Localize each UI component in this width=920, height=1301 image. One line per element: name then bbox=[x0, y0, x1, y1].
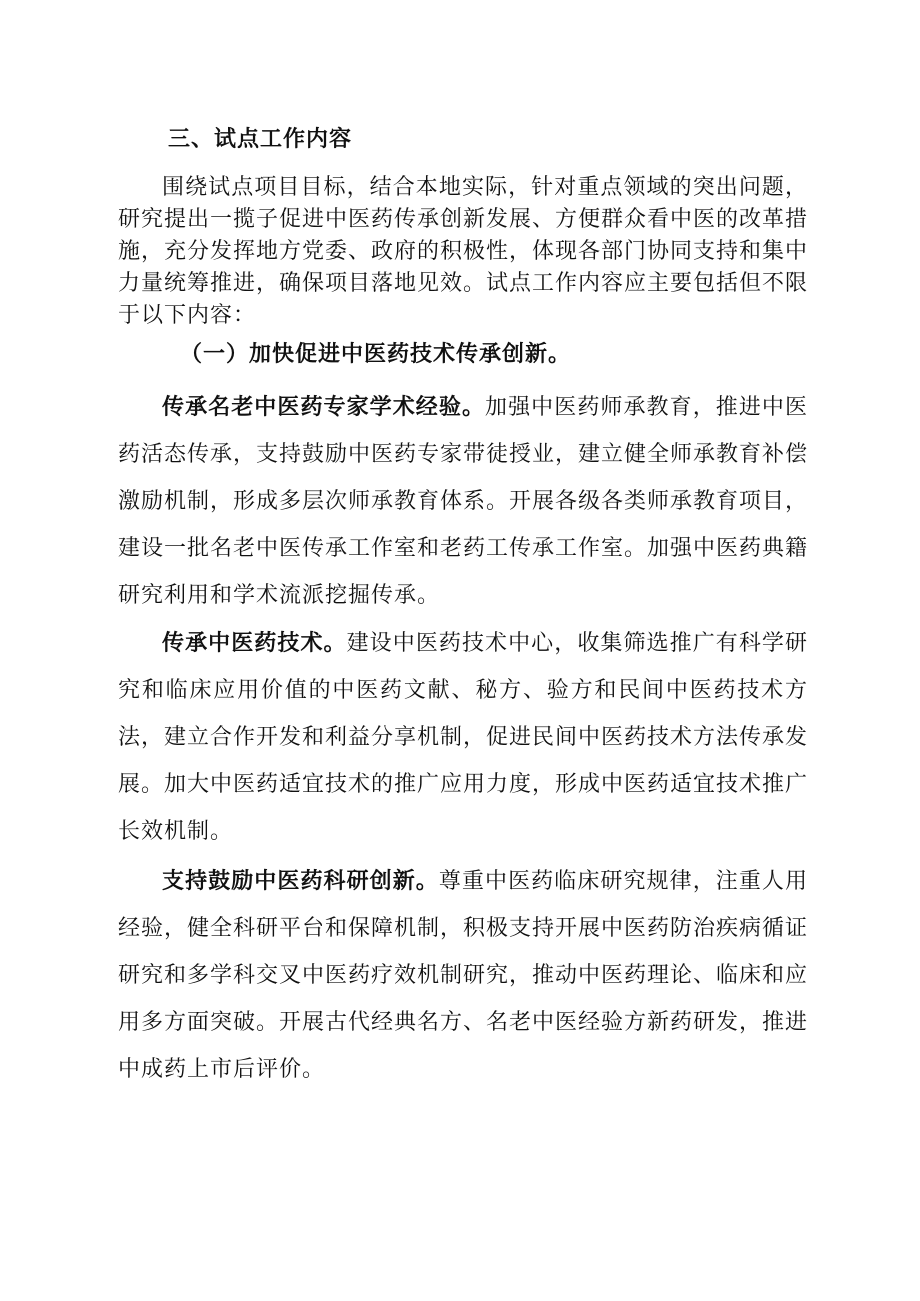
paragraph-body: 建设中医药技术中心，收集筛选推广有科学研究和临床应用价值的中医药文献、秘方、验方和民间中医药技术方法，建立合作开发和利益分享机制，促进民间中医药技术方法传承发展。加大中医药适宜技术的推广应用力度，形成中医药适宜技术推广长效机制。 bbox=[118, 631, 809, 844]
section-heading: 三、试点工作内容 bbox=[168, 126, 353, 152]
paragraph-lead: 支持鼓励中医药科研创新。 bbox=[162, 868, 439, 894]
paragraph-inherit-expert-experience bbox=[118, 384, 808, 619]
paragraph-body: 尊重中医药临床研究规律，注重人用经验，健全科研平台和保障机制，积极支持开展中医药防治疾病循证研究和多学科交叉中医药疗效机制研究，推动中医药理论、临床和应用多方面突破。开展古代经典名方、名老中医经验方新药研发，推进中成药上市后评价。 bbox=[118, 869, 809, 1082]
paragraph-inherit-tcm-technology bbox=[118, 620, 808, 855]
paragraph-lead: 传承中医药技术。 bbox=[162, 630, 347, 656]
sub-heading: （一）加快促进中医药技术传承创新。 bbox=[180, 341, 572, 367]
intro-paragraph: 围绕试点项目目标，结合本地实际，针对重点领域的突出问题，研究提出一揽子促进中医药传承创新发展、方便群众看中医的改革措施，充分发挥地方党委、政府的积极性，体现各部门协同支持和集中力量统筹推进，确保项目落地见效。试点工作内容应主要包括但不限于以下内容： bbox=[118, 175, 809, 328]
paragraph-lead: 传承名老中医药专家学术经验。 bbox=[162, 394, 486, 420]
paragraph-body: 加强中医药师承教育，推进中医药活态传承，支持鼓励中医药专家带徒授业，建立健全师承教育补偿激励机制，形成多层次师承教育体系。开展各级各类师承教育项目，建设一批名老中医传承工作室和老药工传承工作室。加强中医药典籍研究利用和学术流派挖掘传承。 bbox=[118, 395, 809, 608]
paragraph-support-research-innovation bbox=[118, 858, 808, 1093]
